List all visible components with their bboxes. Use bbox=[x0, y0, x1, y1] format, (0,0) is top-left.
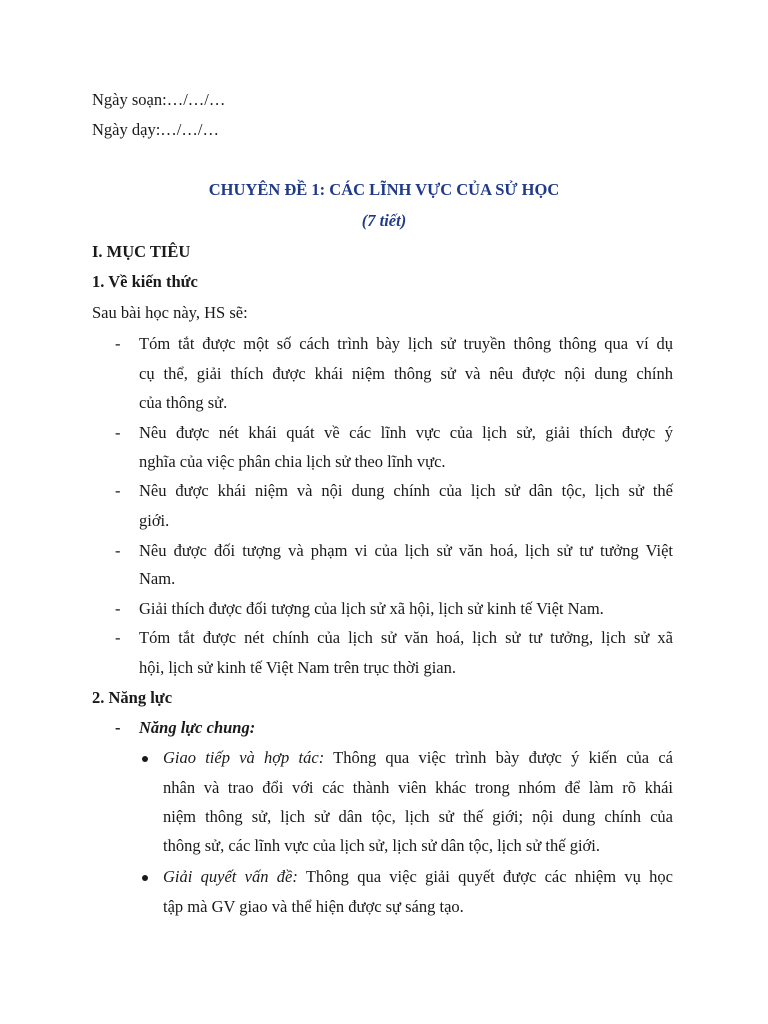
competence-bullet-1-line-1 bbox=[163, 748, 673, 768]
knowledge-item-1-line-2: cụ thể, giải thích được khái niệm thông sử và nêu được nội dung chính bbox=[139, 364, 673, 383]
competence-bullet-1-line-2: nhân và trao đổi với các thành viên khác trong nhóm để làm rõ khái bbox=[163, 778, 673, 797]
knowledge-item-5-line-1: Giải thích được đối tượng của lịch sử xã hội, lịch sử kinh tế Việt Nam. bbox=[139, 599, 604, 618]
knowledge-item-3-line-1: Nêu được khái niệm và nội dung chính của lịch sử dân tộc, lịch sử thế bbox=[139, 481, 673, 500]
competence-bullet-1-text: Thông qua việc trình bày được ý kiến của cá bbox=[333, 748, 673, 767]
knowledge-intro: Sau bài học này, HS sẽ: bbox=[92, 303, 248, 322]
knowledge-item-6-line-2: hội, lịch sử kinh tế Việt Nam trên trục thời gian. bbox=[139, 658, 456, 677]
knowledge-item-1-line-3: của thông sử. bbox=[139, 393, 228, 412]
competence-bullet-2-line-2: tập mà GV giao và thể hiện được sự sáng tạo. bbox=[163, 897, 464, 916]
knowledge-item-2-line-1: Nêu được nét khái quát về các lĩnh vực của lịch sử, giải thích được ý bbox=[139, 423, 673, 442]
bullet-icon bbox=[142, 875, 148, 881]
dash-marker: - bbox=[115, 541, 121, 560]
bullet-icon bbox=[142, 756, 148, 762]
knowledge-item-6-line-1: Tóm tắt được nét chính của lịch sử văn hoá, lịch sử tư tưởng, lịch sử xã bbox=[139, 628, 673, 647]
competence-bullet-2-line-1 bbox=[163, 867, 673, 887]
dash-marker: - bbox=[115, 423, 121, 442]
dash-marker: - bbox=[115, 599, 121, 618]
competence-bullet-1-label: Giao tiếp và hợp tác: bbox=[163, 748, 325, 767]
dash-marker: - bbox=[115, 628, 121, 647]
knowledge-item-2-line-2: nghĩa của việc phân chia lịch sử theo lĩnh vực. bbox=[139, 452, 446, 471]
dash-marker: - bbox=[115, 481, 121, 500]
knowledge-item-4-line-2: Nam. bbox=[139, 569, 176, 588]
competence-bullet-1-line-3: niệm thông sử, lịch sử dân tộc, lịch sử thế giới; nội dung chính của bbox=[163, 807, 673, 826]
general-competence-label: Năng lực chung: bbox=[139, 718, 256, 737]
section-heading-objectives: I. MỤC TIÊU bbox=[92, 242, 191, 261]
competence-bullet-1-line-4: thông sử, các lĩnh vực của lịch sử, lịch sử dân tộc, lịch sử thế giới. bbox=[163, 836, 600, 855]
knowledge-item-3-line-2: giới. bbox=[139, 511, 170, 530]
subheading-competence: 2. Năng lực bbox=[92, 688, 173, 707]
competence-bullet-2-label: Giải quyết vấn đề: bbox=[163, 867, 298, 886]
competence-bullet-2-text: Thông qua việc giải quyết được các nhiệm vụ học bbox=[305, 867, 673, 886]
teaching-date: Ngày dạy:…/…/… bbox=[92, 120, 219, 139]
topic-periods: (7 tiết) bbox=[361, 211, 407, 230]
prepared-date: Ngày soạn:…/…/… bbox=[92, 90, 226, 109]
subheading-knowledge: 1. Về kiến thức bbox=[92, 272, 198, 291]
dash-marker: - bbox=[115, 718, 121, 737]
topic-title: CHUYÊN ĐỀ 1: CÁC LĨNH VỰC CỦA SỬ HỌC bbox=[208, 180, 560, 199]
dash-marker: - bbox=[115, 334, 121, 353]
knowledge-item-1-line-1: Tóm tắt được một số cách trình bày lịch sử truyền thông thông qua ví dụ bbox=[139, 334, 673, 353]
knowledge-item-4-line-1: Nêu được đối tượng và phạm vi của lịch sử văn hoá, lịch sử tư tưởng Việt bbox=[139, 541, 673, 560]
